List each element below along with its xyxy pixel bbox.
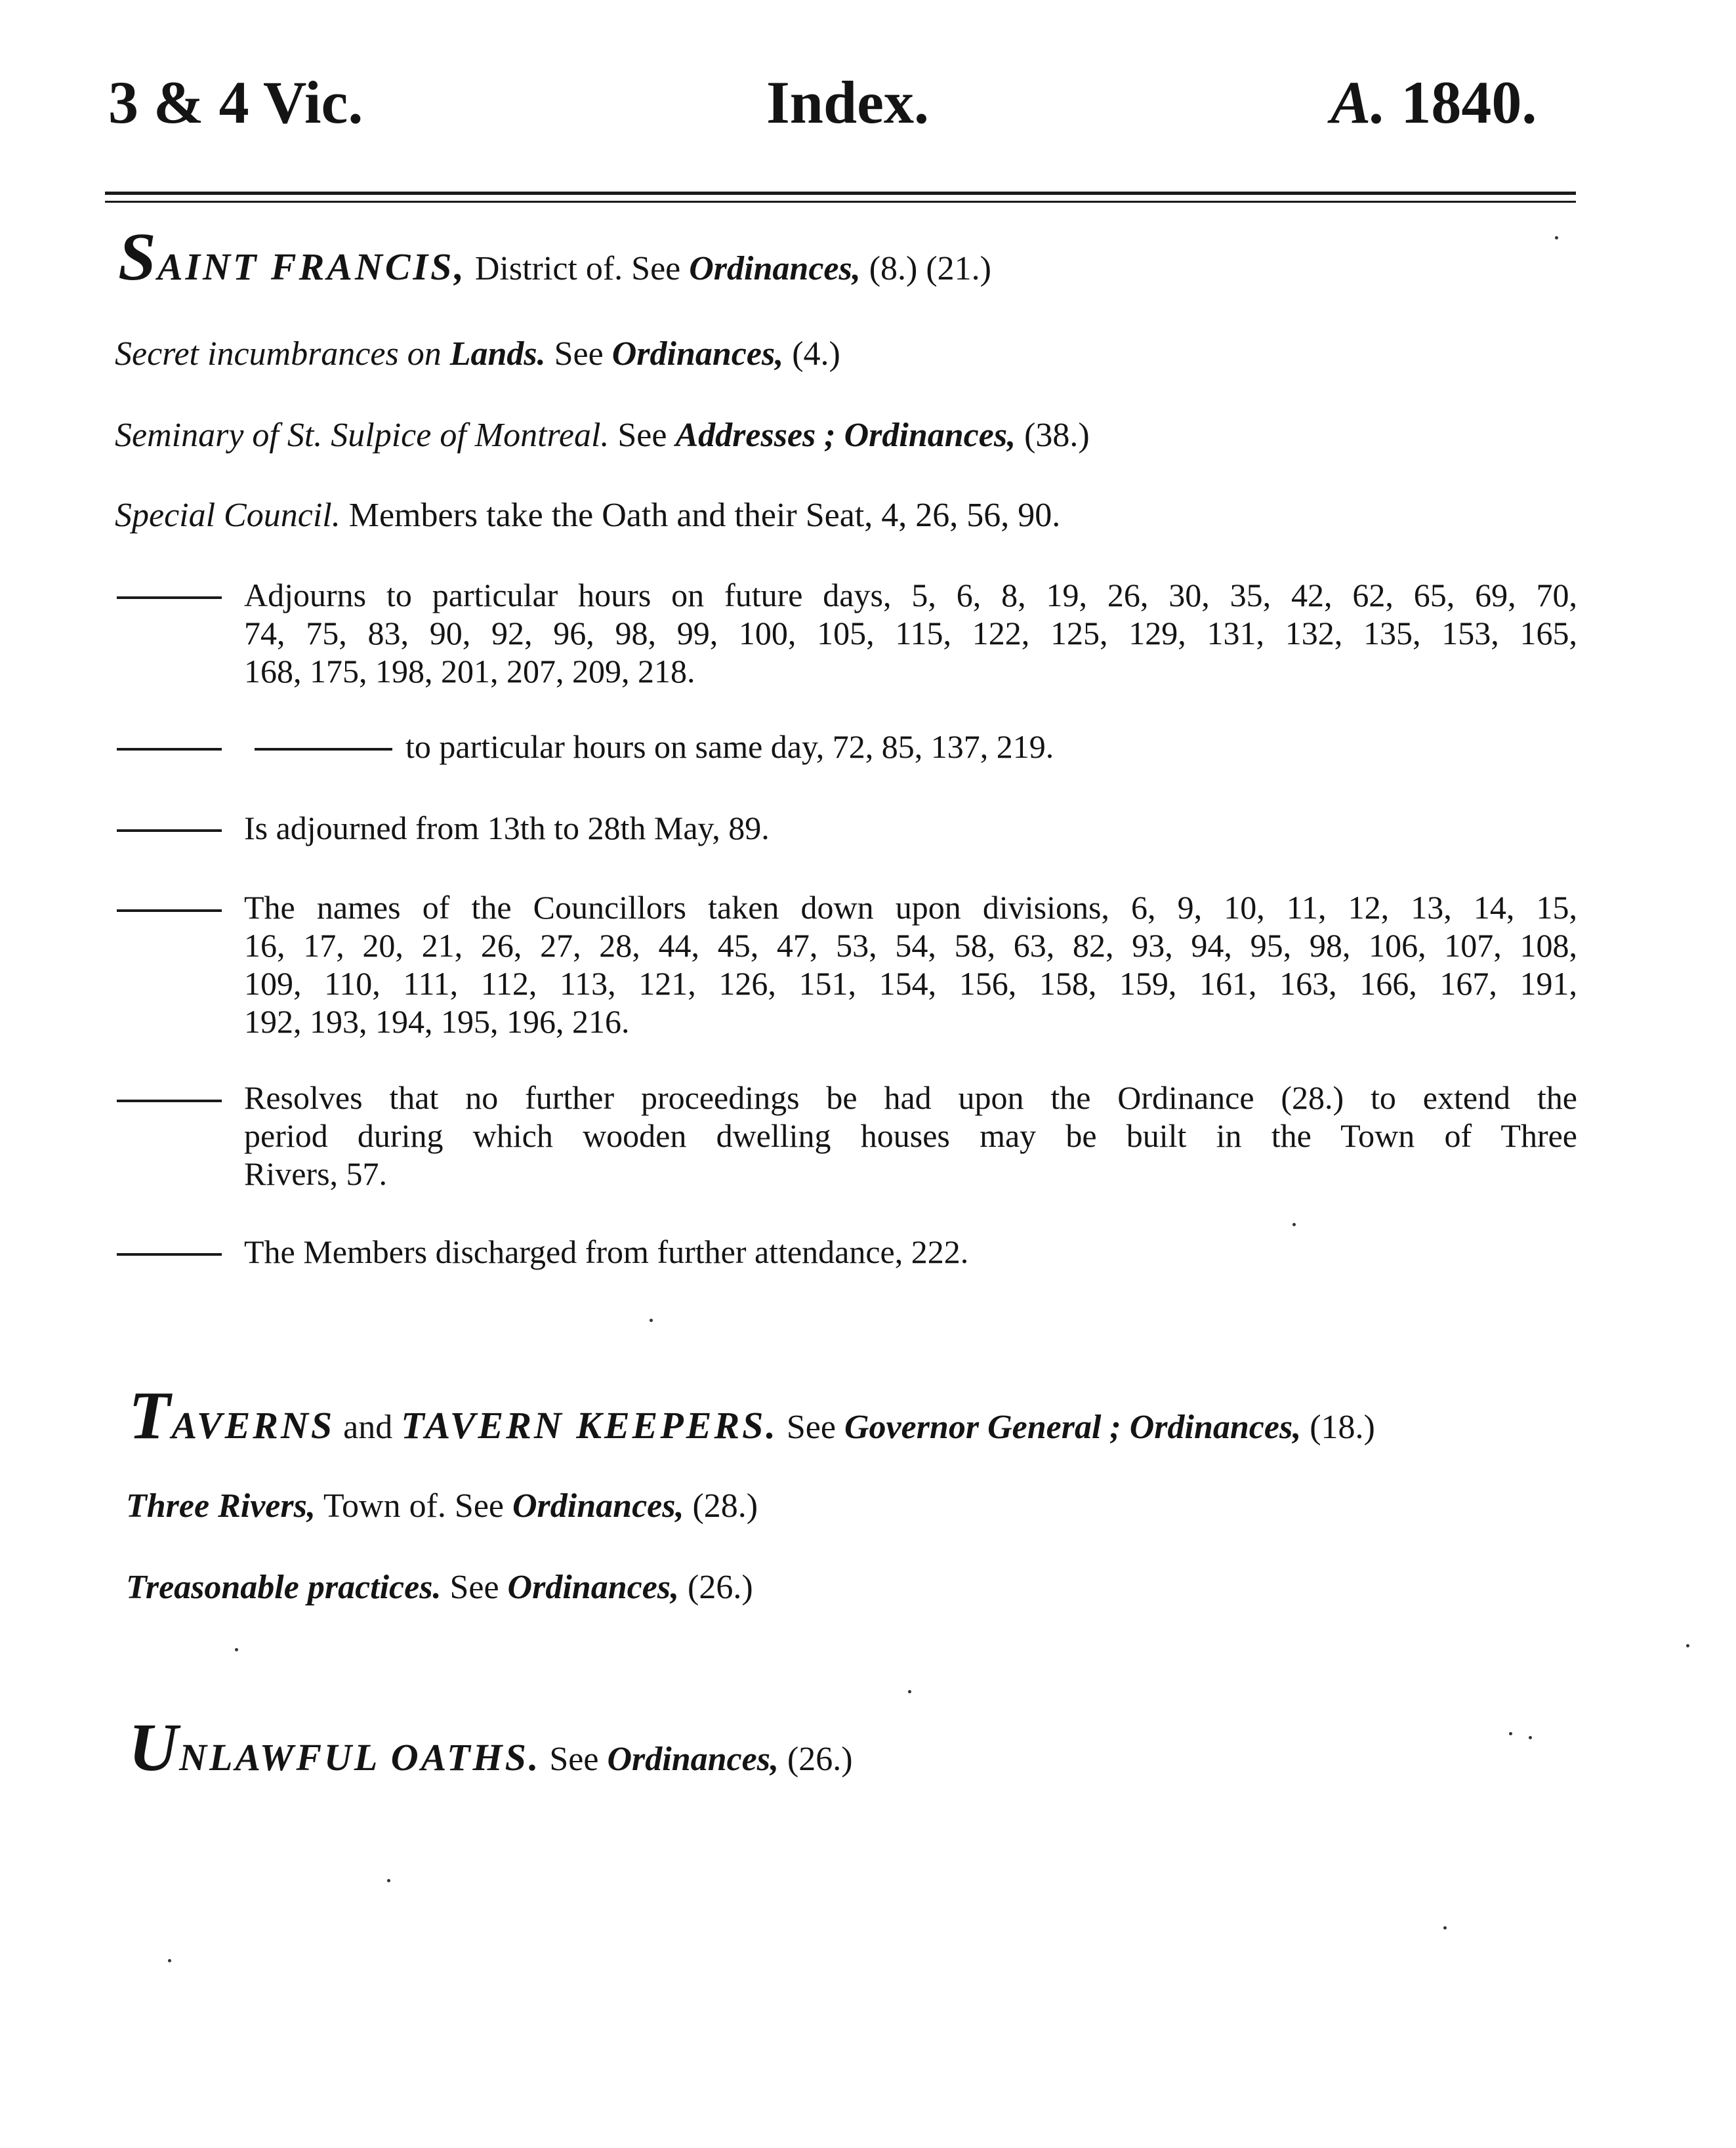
header-rule-thin (105, 201, 1576, 203)
entry-text-and: and (335, 1409, 402, 1446)
ditto-dash (117, 748, 222, 751)
entry-heading: TAVERN KEEPERS. (401, 1404, 778, 1447)
entry-text: See (541, 1741, 608, 1778)
scan-speck (235, 1648, 238, 1651)
header-anno-mark: A. (1331, 69, 1386, 136)
subentry-adjourned-may: Is adjourned from 13th to 28th May, 89. (244, 810, 770, 846)
ditto-dash (117, 829, 222, 832)
entry-seminary (115, 416, 1090, 455)
entry-text: District of. See (466, 250, 690, 287)
entry-refs: (26.) (679, 1569, 753, 1606)
header-title: Index. (766, 69, 929, 136)
subentry-councillor-names (244, 888, 1577, 1041)
entry-text: Members take the Oath and their Seat, 4, 26, 56, 90. (340, 497, 1061, 534)
subentry-same-day: to particular hours on same day, 72, 85, 137, 219. (405, 728, 1054, 765)
entry-special-council (115, 496, 1060, 535)
subentry-line: 192, 193, 194, 195, 196, 216. (244, 1003, 630, 1040)
subentry-line: period during which wooden dwelling houses may be built in the Town of Three (244, 1117, 1577, 1154)
ditto-dash (255, 748, 392, 751)
subentry-members-discharged: The Members discharged from further attendance, 222. (244, 1233, 969, 1270)
entry-see-reference: Ordinances, (507, 1569, 680, 1606)
ditto-dash (117, 596, 222, 599)
ditto-dash (117, 1100, 222, 1102)
subentry-line: 168, 175, 198, 201, 207, 209, 218. (244, 653, 695, 690)
entry-initial: U (129, 1710, 180, 1785)
entry-text: See (609, 417, 676, 454)
entry-see-reference: Ordinances, (512, 1487, 684, 1525)
subentry-line: 74, 75, 83, 90, 92, 96, 98, 99, 100, 105, 115, 122, 125, 129, 131, 132, 135, 153, 165, (244, 615, 1577, 651)
entry-treasonable-practices (126, 1568, 753, 1607)
entry-refs: (4.) (783, 335, 840, 373)
entry-title: Secret incumbrances on (115, 335, 450, 373)
entry-initial: S (118, 219, 157, 295)
entry-title-lands: Lands. (449, 335, 546, 373)
scan-speck (1686, 1644, 1689, 1647)
entry-title: Special Council. (115, 497, 341, 534)
entry-see-reference: Governor General ; Ordinances, (844, 1409, 1302, 1446)
entry-refs: (38.) (1016, 417, 1090, 454)
subentry-line: 109, 110, 111, 112, 113, 121, 126, 151, 154, 156, 158, 159, 161, 163, 166, 167, 191, (244, 965, 1577, 1002)
header-session: 3 & 4 Vic. (108, 69, 363, 136)
scan-speck (1529, 1736, 1532, 1739)
entry-heading: AINT FRANCIS, (157, 245, 466, 288)
entry-refs: (8.) (21.) (860, 250, 991, 287)
entry-saint-francis (118, 219, 991, 295)
subentry-line: Rivers, 57. (244, 1155, 388, 1192)
ditto-dash (117, 909, 222, 912)
ditto-dash (117, 1253, 222, 1256)
subentry-line: 16, 17, 20, 21, 26, 27, 28, 44, 45, 47, 53, 54, 58, 63, 82, 93, 94, 95, 98, 106, 107, 108, (244, 927, 1577, 964)
entry-text: See (777, 1409, 844, 1446)
entry-text: Town of. See (315, 1487, 512, 1525)
entry-refs: (26.) (778, 1741, 853, 1778)
entry-heading: AVERNS (171, 1404, 335, 1447)
entry-see-reference: Ordinances, (689, 250, 861, 287)
scan-speck (387, 1879, 390, 1882)
entry-title: Three Rivers, (126, 1487, 316, 1525)
subentry-adjourns (244, 576, 1577, 690)
entry-taverns (129, 1378, 1375, 1453)
scan-speck (1443, 1926, 1447, 1930)
entry-text: See (545, 335, 612, 373)
entry-see-reference: Ordinances, (611, 335, 784, 373)
header-rule-thick (105, 192, 1576, 195)
subentry-line: The names of the Councillors taken down upon divisions, 6, 9, 10, 11, 12, 13, 14, 15, (244, 889, 1577, 926)
entry-heading: NLAWFUL OATHS. (179, 1736, 541, 1779)
scan-speck (1509, 1732, 1512, 1735)
entry-secret-incumbrances (115, 335, 840, 374)
entry-text: See (441, 1569, 508, 1606)
entry-see-reference: Ordinances, (607, 1741, 779, 1778)
scan-speck (908, 1690, 911, 1693)
header-year-number: 1840. (1401, 69, 1537, 136)
entry-title: Treasonable practices. (126, 1569, 442, 1606)
subentry-line: Adjourns to particular hours on future days, 5, 6, 8, 19, 26, 30, 35, 42, 62, 65, 69, 70, (244, 577, 1577, 613)
scan-speck (650, 1319, 653, 1322)
entry-refs: (18.) (1301, 1409, 1375, 1446)
subentry-resolves (244, 1079, 1577, 1193)
entry-refs: (28.) (684, 1487, 758, 1525)
scan-speck (168, 1959, 171, 1962)
entry-unlawful-oaths (129, 1710, 853, 1785)
entry-three-rivers (126, 1487, 758, 1526)
scan-speck (1292, 1223, 1296, 1226)
entry-initial: T (129, 1378, 172, 1453)
entry-see-reference: Addresses ; Ordinances, (675, 417, 1016, 454)
scan-speck (1555, 236, 1558, 239)
header-year (1331, 69, 1537, 136)
entry-title: Seminary of St. Sulpice of Montreal. (115, 417, 610, 454)
subentry-line: Resolves that no further proceedings be had upon the Ordinance (28.) to extend the (244, 1079, 1577, 1116)
